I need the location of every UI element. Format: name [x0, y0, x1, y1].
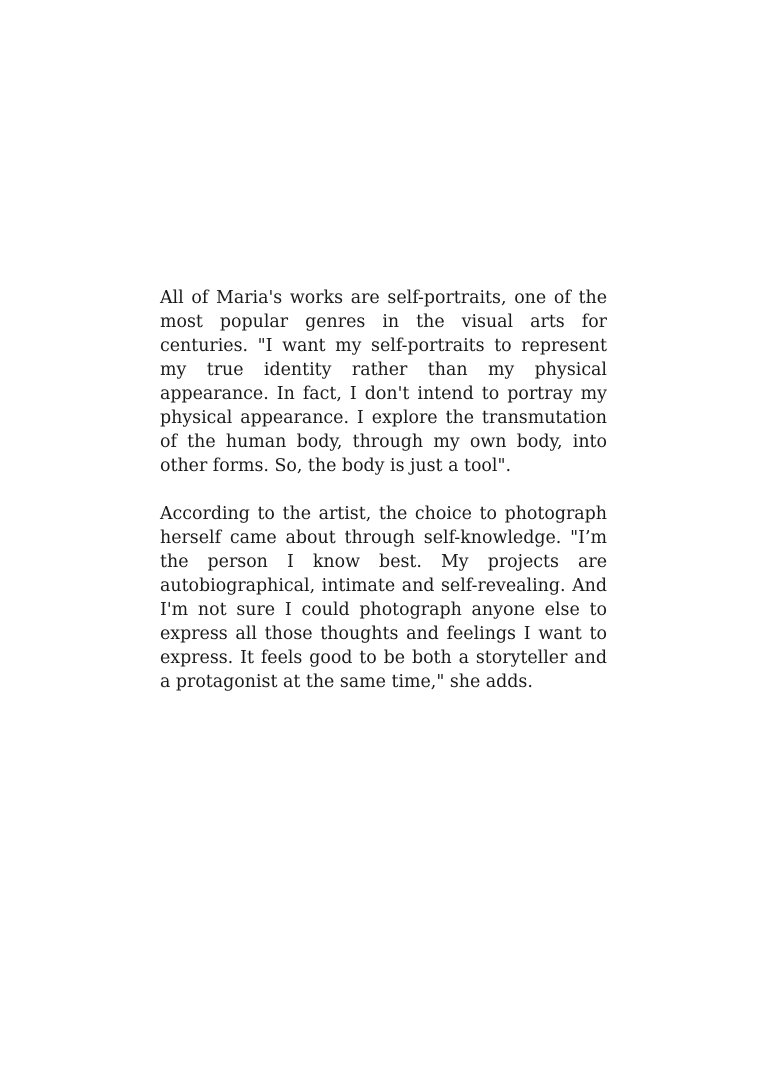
paragraph-2: According to the artist, the choice to photograph herself came about through self-knowledge. "I’m the person I know best. My projects are autobiographical, intimate and self-revealing. And I'm not sure I could photograph anyone else to express all those thoughts and feelings I want to express. It feels good to be both a storyteller and a protagonist at the same time," she adds.: [160, 504, 607, 692]
article-text: [160, 286, 607, 694]
paragraph-1: All of Maria's works are self-portraits, one of the most popular genres in the visual arts for centuries. "I want my self-portraits to represent my true identity rather than my physical appearance. In fact, I don't intend to portray my physical appearance. I explore the transmutation of the human body, through my own body, into other forms. So, the body is just a tool".: [160, 288, 607, 476]
